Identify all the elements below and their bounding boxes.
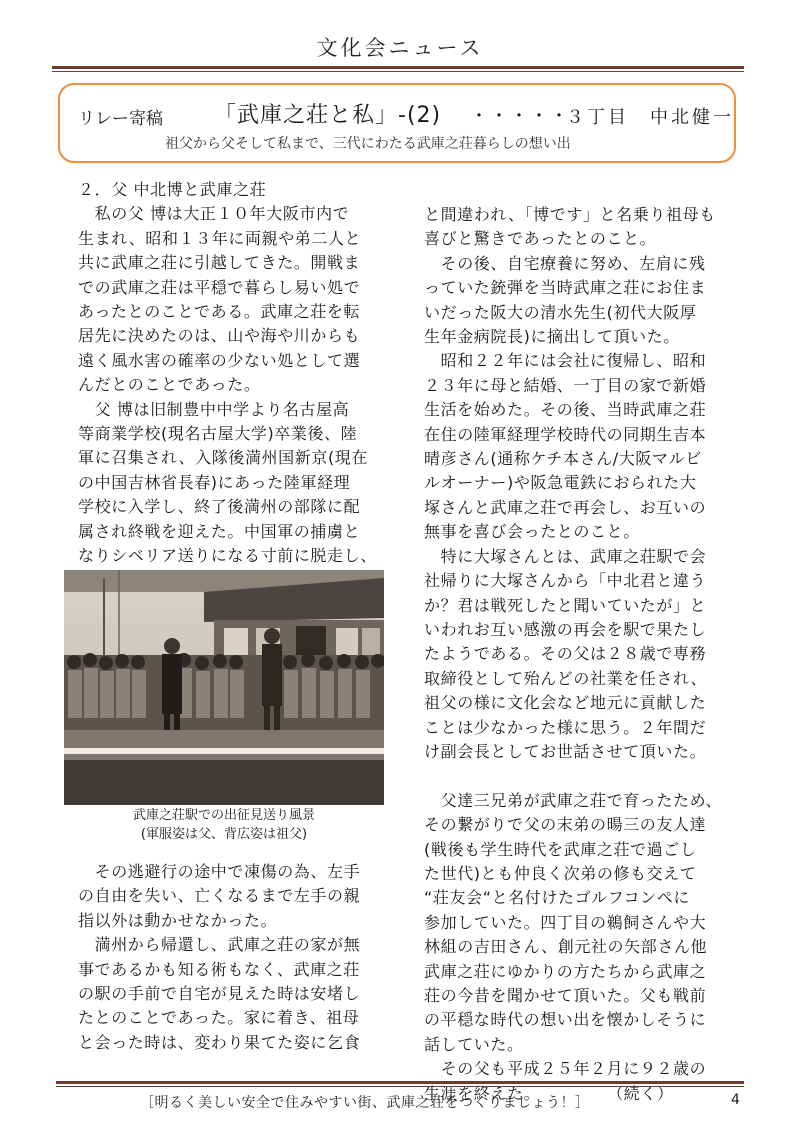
text-line: 生涯を終えた。 （続く）	[424, 1083, 674, 1103]
text-line: け副会長としてお世話させて頂いた。	[424, 741, 707, 761]
article-subtitle: 祖父から父そして私まで、三代にわたる武庫之荘暮らしの想い出	[165, 136, 571, 152]
text-line: その後、自宅療養に努め、左肩に残	[424, 253, 706, 273]
text-line: その父も平成２５年２月に９２歳の	[424, 1059, 707, 1079]
caption-line-2: (軍服姿は父、背広姿は祖父)	[140, 827, 308, 842]
text-line: と会った時は、変わり果てた姿に乞食	[78, 1032, 361, 1052]
text-line: 父達三兄弟が武庫之荘で育ったため、	[424, 790, 723, 810]
text-line: 軍に召集され、入隊後満州国新京(現在	[78, 448, 369, 468]
text-line: 参加していた。四丁目の鵜飼さんや大	[424, 912, 707, 932]
text-line: の自由を失い、亡くなるまで左手の親	[78, 886, 361, 906]
footer-slogan: ［明るく美しい安全で住みやすい街、武庫之荘をつくりましょう！］	[140, 1095, 590, 1111]
text-line: 生まれ、昭和１３年に両親や弟二人と	[78, 228, 362, 248]
text-line: ことは少なかった様に思う。２年間だ	[424, 717, 707, 737]
article-title: 「武庫之荘と私」-(2)	[214, 103, 442, 128]
text-line: での武庫之荘は平穏で暮らし易い処で	[78, 277, 361, 297]
text-line: ２３年に母と結婚、一丁目の家で新婚	[424, 375, 707, 395]
text-line: っていた銃弾を当時武庫之荘にお住ま	[424, 278, 707, 298]
left-column-top	[78, 178, 377, 593]
series-label: リレー寄稿	[78, 109, 163, 129]
top-divider	[52, 66, 744, 72]
text-line: 等商業学校(現名古屋大学)卒業後、陸	[78, 424, 358, 444]
newsletter-masthead: 文化会ニュース	[316, 36, 484, 60]
text-line: か？君は戦死したと聞いていたが」と	[424, 595, 707, 615]
headline-box	[58, 83, 736, 163]
page-number: 4	[731, 1092, 740, 1108]
text-line: いだった阪大の清水先生(初代大阪厚	[424, 302, 697, 322]
text-line: の中国吉林省長春)にあった陸軍経理	[78, 472, 351, 492]
text-line: 指以外は動かせなかった。	[78, 910, 278, 930]
text-line: ルオーナー)や阪急電鉄におられた大	[424, 473, 697, 493]
text-line: いわれお互い感激の再会を駅で果たし	[424, 619, 707, 639]
left-column-bottom	[78, 860, 360, 1055]
text-line: たようである。その父は２８歳で専務	[424, 644, 707, 664]
text-line: その逃避行の途中で凍傷の為、左手	[78, 862, 361, 881]
text-line: んだとのことであった。	[78, 375, 261, 395]
text-line: 話していた。	[424, 1034, 524, 1054]
text-line: 社帰りに大塚さんから「中北君と違う	[424, 571, 707, 591]
text-line: その繋がりで父の末弟の暘三の友人達	[424, 815, 707, 835]
text-line: た世代)とも仲良く次弟の修も交えて	[424, 863, 697, 883]
text-line: たとのことであった。家に着き、祖母	[78, 1008, 360, 1028]
photo-caption	[64, 806, 384, 844]
text-line: 晴彦さん(通称ケチ本さん/大阪マルビ	[424, 449, 702, 469]
text-line: 林組の吉田さん、創元社の矢部さん他	[424, 937, 708, 957]
text-line: 取締役として殆んどの社業を任され、	[424, 668, 708, 688]
text-line: 荘の今昔を聞かせて頂いた。父も戦前	[424, 986, 707, 1005]
text-line: 私の父 博は大正１０年大阪市内で	[78, 204, 350, 224]
text-line: 在住の陸軍経理学校時代の同期生吉本	[424, 424, 707, 444]
text-line: 居先に決めたのは、山や海や川からも	[78, 326, 361, 346]
text-line: 学校に入学し、終了後満州の部隊に配	[78, 497, 361, 517]
section-heading: ２．父 中北博と武庫之荘	[78, 180, 267, 199]
text-line: 共に武庫之荘に引越してきた。開戦ま	[78, 253, 361, 273]
text-line: 昭和２２年には会社に復帰し、昭和	[424, 351, 707, 371]
text-line: 武庫之荘にゆかりの方たちから武庫之	[424, 961, 707, 981]
text-line: (戦後も学生時代を武庫之荘で過ごし	[424, 839, 697, 859]
text-line: 満州から帰還し、武庫之荘の家が無	[78, 935, 361, 955]
text-line: “荘友会“と名付けたゴルフコンペに	[424, 888, 690, 908]
text-line: 喜びと驚きであったとのこと。	[424, 229, 657, 249]
title-leader-dots: ・・・・・	[470, 106, 570, 127]
text-line: 無事を喜び会ったとのこと。	[424, 522, 640, 542]
article-author: ３丁目 中北健一	[566, 107, 734, 128]
text-line: の駅の手前で自宅が見えた時は安堵し	[78, 984, 361, 1004]
text-line: 事であるかも知る術もなく、武庫之荘	[78, 959, 360, 979]
text-line: の平穏な時代の想い出を懐かしそうに	[424, 1010, 707, 1030]
text-line: 祖父の様に文化会など地元に貢献した	[424, 693, 707, 713]
caption-line-1: 武庫之荘駅での出征見送り風景	[132, 808, 315, 823]
text-line: 父 博は旧制豊中中学より名古屋高	[78, 399, 350, 419]
text-line: 塚さんと武庫之荘で再会し、お互いの	[424, 497, 707, 517]
text-line: 属され終戦を迎えた。中国軍の捕虜と	[78, 521, 361, 541]
text-line: なりシベリア送りになる寸前に脱走し、	[78, 546, 377, 566]
text-line: あったとのことである。武庫之荘を転	[78, 302, 361, 322]
bottom-divider	[56, 1081, 744, 1087]
right-column	[424, 203, 722, 1106]
text-line: と間違われ、「博です」と名乗り祖母も	[424, 205, 716, 224]
blank-line	[424, 764, 722, 788]
text-line: 遠く風水害の確率の少ない処として選	[78, 350, 361, 370]
station-sendoff-photo	[64, 570, 384, 805]
text-line: 生活を始めた。その後、当時武庫之荘	[424, 400, 707, 420]
text-line: 特に大塚さんとは、武庫之荘駅で会	[424, 546, 707, 566]
text-line: 生年金病院長)に摘出して頂いた。	[424, 327, 680, 347]
